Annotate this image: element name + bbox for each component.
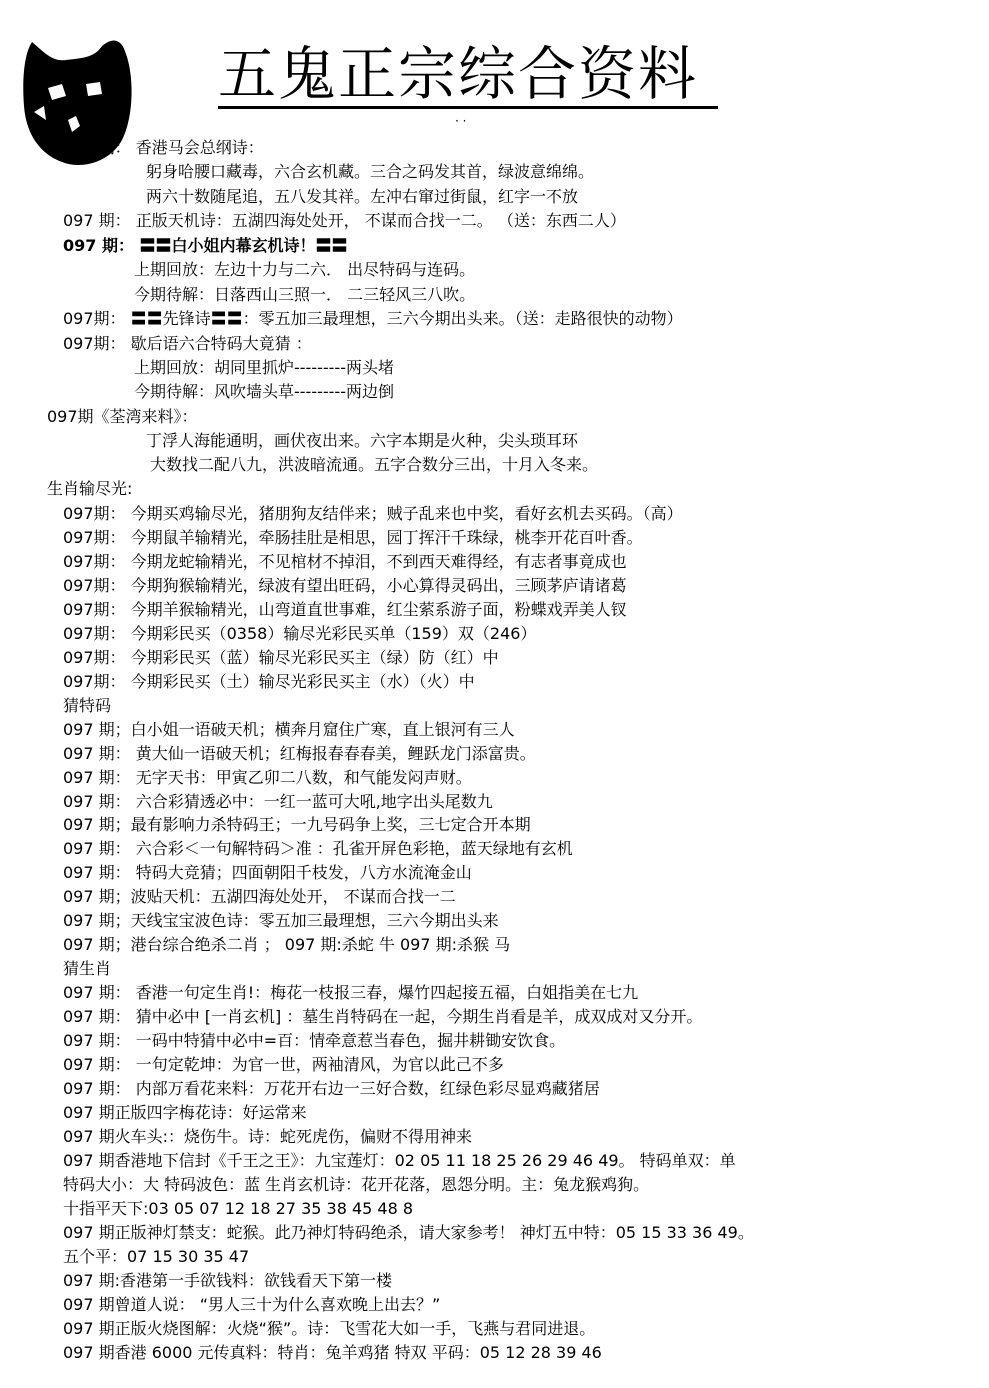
text-line: 097期： 今期彩民买（0358）输尽光彩民买单（159）双（246）: [63, 624, 537, 643]
text-line: 097期《荃湾来料》：: [47, 407, 198, 426]
text-line: 097 期香港地下信封《千王之王》：九宝莲灯：02 05 11 18 25 26 29 46 49。 特码单双：单: [63, 1151, 736, 1170]
text-line: 097 期；最有影响力杀特码王；一九号码争上奖，三七定合开本期: [63, 815, 531, 834]
text-line: 097 期；波贴天机：五湖四海处处开， 不谋而合找一二: [63, 887, 456, 906]
text-line: 大数找二配八九，洪波暗流通。五字合数分三出，十月入冬来。: [150, 455, 599, 474]
text-line: 097 期火车头:：烧伤牛。诗：蛇死虎伤，偏财不得用神来: [63, 1127, 473, 1146]
text-line: 今期待解：风吹墙头草---------两边倒: [134, 382, 394, 401]
text-line: 特码大小：大 特码波色：蓝 生肖玄机诗：花开花落，恩怨分明。主：兔龙猴鸡狗。: [63, 1175, 650, 1194]
text-line: 今期待解：日落西山三照一． 二三轻风三八吹。: [134, 285, 476, 304]
text-line: 097 期： 香港一句定生肖!：梅花一枝报三春，爆竹四起接五福，白姐指美在七九: [63, 983, 639, 1002]
text-line: 097期： 今期彩民买（土）输尽光彩民买主（水）（火）中: [63, 672, 475, 691]
text-line: 097 期；白小姐一语破天机；横奔月窟住广寒，直上银河有三人: [63, 720, 515, 739]
text-line: 097期： 今期买鸡输尽光，猪朋狗友结伴来；贼子乱来也中奖，看好玄机去买码。（高）: [63, 504, 683, 523]
text-line: 097期： 歇后语六合特码大竟猜 ：: [63, 334, 312, 353]
text-line: 097 期： 六合彩猜透必中：一红一蓝可大吼,地字出头尾数九: [63, 792, 493, 811]
text-line: 097 期正版神灯禁支：蛇猴。此乃神灯特码绝杀，请大家参考！ 神灯五中特：05 15 33 36 49。: [63, 1223, 754, 1242]
text-line: 097 期曾道人说： “男人三十为什么喜欢晚上出去？”: [63, 1295, 441, 1314]
text-line: 097 期： 黄大仙一语破天机；红梅报春春春美，鲤跃龙门添富贵。: [63, 744, 536, 763]
text-line: 丁浮人海能通明，画伏夜出来。六字本期是火种，尖头琐耳环: [146, 431, 579, 450]
section-heading: 猜生肖: [63, 959, 112, 978]
text-line: 097期： 今期龙蛇输精光，不见棺材不掉泪，不到西天难得经，有志者事竟成也: [63, 552, 627, 571]
section-heading: 猜特码: [63, 696, 112, 715]
text-line: 097 期： 特码大竞猜；四面朝阳千枝发，八方水流淹金山: [63, 863, 472, 882]
text-line: 097 期香港 6000 元传真料：特肖：兔羊鸡猪 特双 平码：05 12 28 39 46: [63, 1343, 602, 1362]
text-line: 上期回放：胡同里抓炉---------两头堵: [134, 358, 394, 377]
text-line: 097期： 今期狗猴输精光，绿波有望出旺码，小心算得灵码出，三顾茅庐请诸葛: [63, 576, 627, 595]
text-line: 097 期： 一句定乾坤：为官一世，两袖清风，为官以此己不多: [63, 1055, 504, 1074]
text-line: 躬身哈腰口藏毒，六合玄机藏。三合之码发其首，绿波意绵绵。: [146, 162, 595, 181]
text-line: 097期： 今期羊猴输精光，山弯道直世事难，红尘萦系游子面，粉蝶戏弄美人钗: [63, 600, 627, 619]
text-line: 097 期；港台综合绝杀二肖 ； 097 期:杀蛇 牛 097 期:杀猴 马: [63, 935, 511, 954]
text-line: 097 期： 六合彩＜一句解特码＞准 ：孔雀开屏色彩艳，蓝天绿地有玄机: [63, 839, 573, 858]
text-line: 097 期： 猜中必中 [一肖玄机] ：墓生肖特码在一起，今期生肖看是羊，成双成对又分开。: [63, 1007, 703, 1026]
page-title: 五鬼正宗综合资料: [218, 42, 718, 109]
title-dots: · ·: [455, 114, 467, 128]
text-line: 097期： 今期鼠羊输精光，牵肠挂肚是相思，园丁挥汗千珠绿，桃李开花百叶香。: [63, 528, 643, 547]
text-line: 上期回放：左边十力与二六． 出尽特码与连码。: [134, 260, 476, 279]
text-line: 十指平天下:03 05 07 12 18 27 35 38 45 48 8: [63, 1199, 414, 1218]
text-line: 097 期正版四字梅花诗：好运常来: [63, 1103, 307, 1122]
text-line: 097 期： 香港马会总纲诗：: [63, 138, 264, 157]
text-line: 097 期： 正版天机诗：五湖四海处处开， 不谋而合找一二。 （送：东西二人）: [63, 211, 626, 230]
text-line: 097 期： 〓〓白小姐内幕玄机诗！〓〓: [63, 236, 348, 255]
text-line: 097 期正版火烧图解：火烧“猴”。诗：飞雪花大如一手，飞燕与君同进退。: [63, 1319, 596, 1338]
text-line: 两六十数随尾追，五八发其祥。左冲右窜过街鼠，红字一不放: [146, 187, 579, 206]
text-line: 097期： 今期彩民买（蓝）输尽光彩民买主（绿）防（红）中: [63, 648, 499, 667]
text-line: 097期： 〓〓先锋诗〓〓：零五加三最理想，三六今期出头来。（送：走路很快的动物）: [63, 309, 683, 328]
text-line: 097 期:香港第一手欲钱料：欲钱看天下第一楼: [63, 1271, 393, 1290]
text-line: 五个平：07 15 30 35 47: [63, 1247, 250, 1266]
text-line: 097 期： 一码中特猜中必中=百：情牵意惹当春色，掘井耕锄安饮食。: [63, 1031, 566, 1050]
text-line: 097 期： 内部万看花来料：万花开右边一三好合数，红绿色彩尽显鸡藏猪居: [63, 1079, 600, 1098]
text-line: 097 期；天线宝宝波色诗：零五加三最理想，三六今期出头来: [63, 911, 499, 930]
section-heading: 生肖输尽光:: [47, 479, 133, 498]
text-line: 097 期： 无字天书：甲寅乙卯二八数，和气能发闷声财。: [63, 768, 472, 787]
